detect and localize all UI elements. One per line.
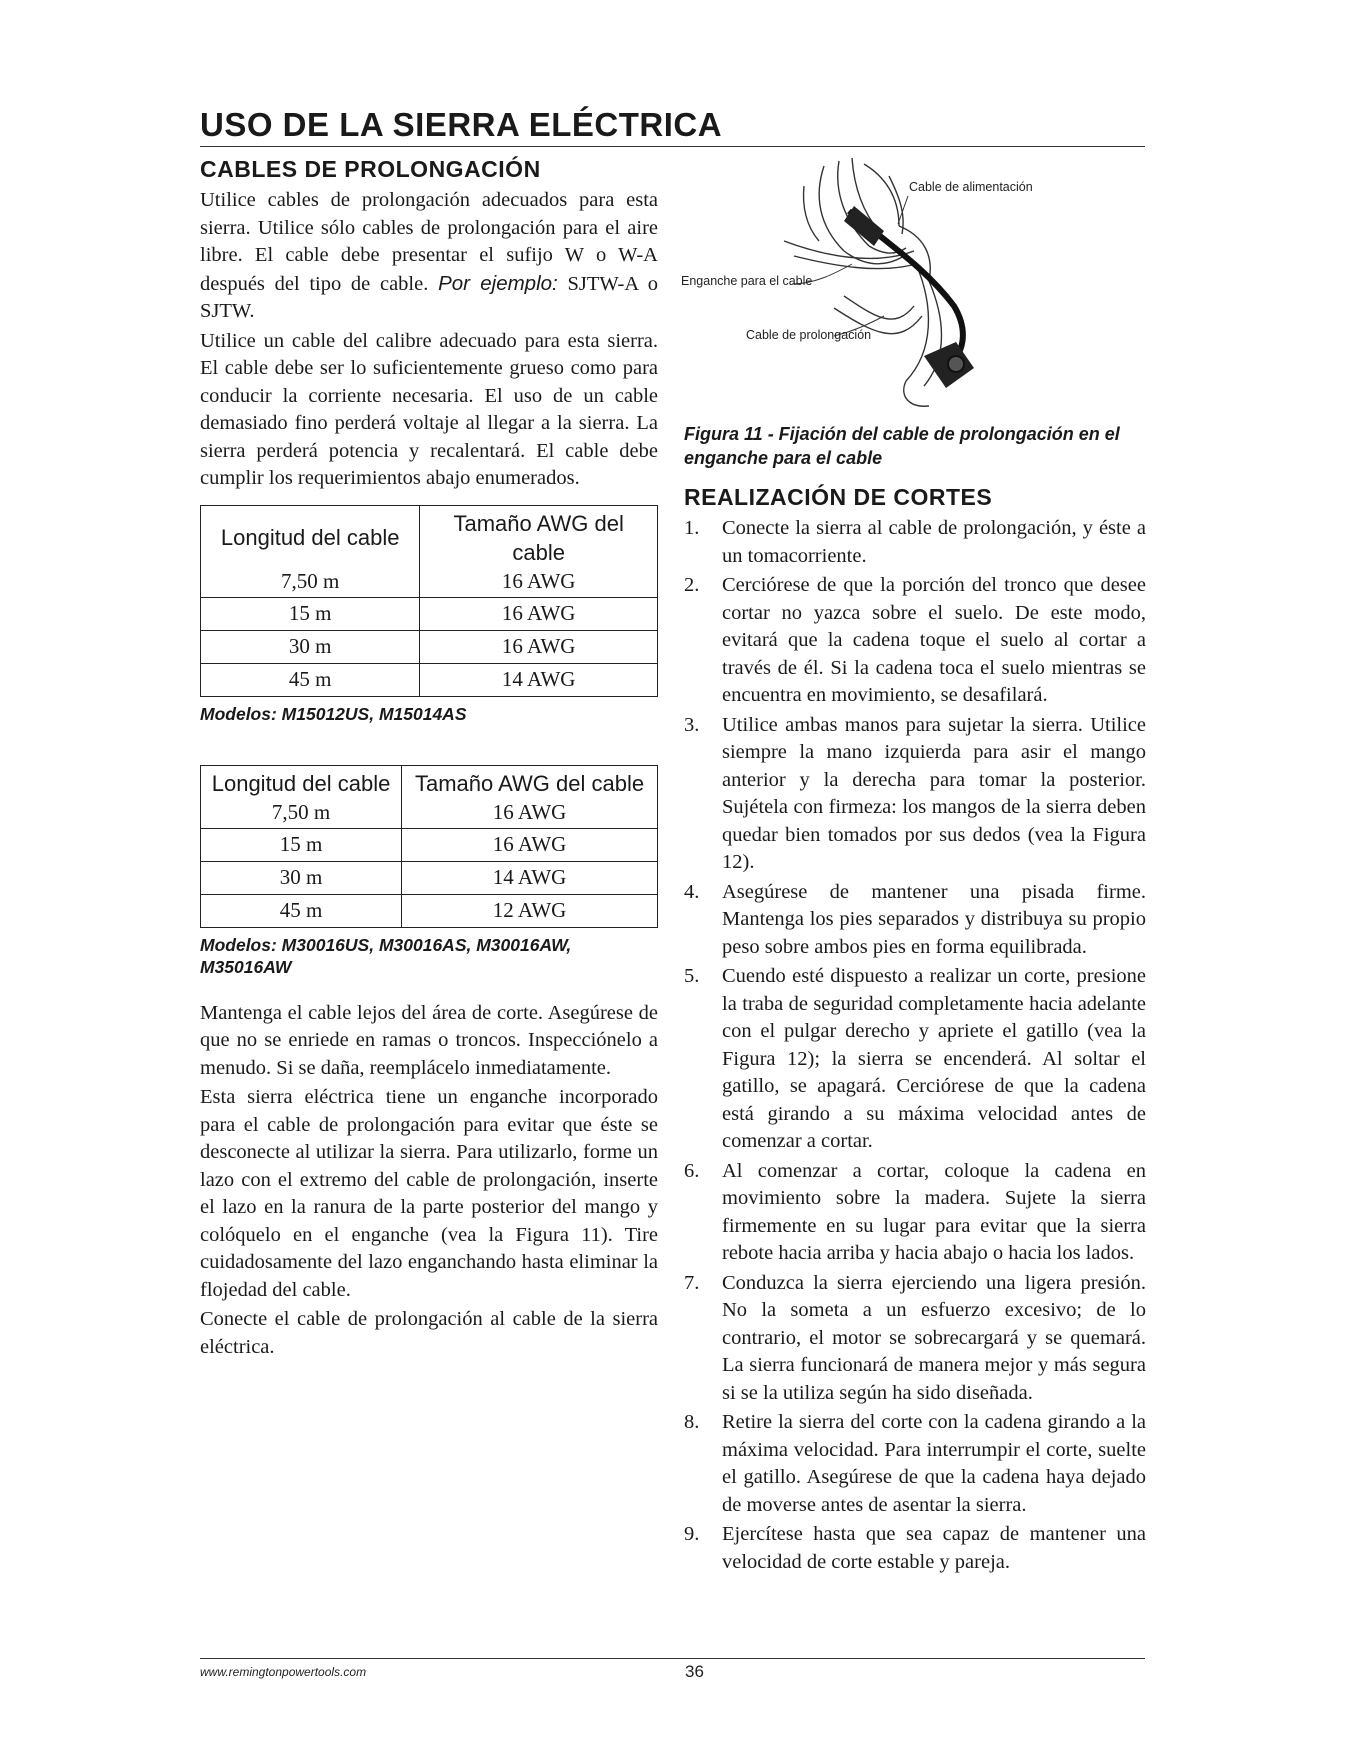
emphasis-example: Por ejemplo: [438,271,558,295]
table-row [201,630,658,663]
paragraph-text: SJTW-A o SJTW. [200,272,659,322]
label-extension-cord: Cable de prolongación [746,328,872,342]
cell-length: 45 m [201,663,420,696]
models-note-1: Modelos: M15012US, M15014AS [200,703,467,724]
cell-length: 15 m [201,828,402,861]
cell-awg: 14 AWG [402,861,658,894]
list-item: 5. Cuendo esté dispuesto a realizar un corte, presione la traba de seguridad completamente hacia adelante con el pulgar derecho y apriete el gatillo (vea la Figura 12); la sierra se encenderá. Al soltar el gatillo, se apagará. Cerciórese de que la cadena está girando a su máxima velocidad antes de comenzar a cortar. [684,965,1146,1152]
list-item: 3. Utilice ambas manos para sujetar la sierra. Utilice siempre la mano izquierda para asir el mango anterior y la derecha para tomar la posterior. Sujétela con firmeza: los mangos de la sierra deben quedar bien tomados por sus dedos (vea la Figura 12). [684,713,1146,873]
table-header-length: Longitud del cable [201,765,402,798]
paragraph-gauge: Utilice un cable del calibre adecuado para esta sierra. El cable debe ser lo suficientemente grueso como para conducir la corriente necesaria. El uso de un cable demasiado fino perderá voltaje al llegar a la sierra. La sierra perderá potencia y recalentará. El cable debe cumplir los requerimientos abajo enumerados. [200,329,658,489]
figure-caption: Figura 11 - Fijación del cable de prolongación en el enganche para el cable [684,424,1120,468]
cell-length: 7,50 m [201,798,402,829]
cell-awg: 16 AWG [402,828,658,861]
page-number: 36 [685,1662,704,1681]
figure-11 [681,156,1146,414]
list-item: 7. Conduzca la sierra ejerciendo una ligera presión. No la someta a un esfuerzo excesivo; de lo contrario, el motor se sobrecargará y se quemará. La sierra funcionará de manera mejor y más segura si se la utiliza según ha sido diseñada. [684,1271,1146,1404]
cell-length: 30 m [201,630,420,663]
section-title-cutting: REALIZACIÓN DE CORTES [684,484,993,510]
table-row [201,894,658,927]
cell-length: 7,50 m [201,567,420,598]
list-item: 8. Retire la sierra del corte con la cadena girando a la máxima velocidad. Para interrumpir el corte, suelte el gatillo. Asegúrese de que la cadena haya dejado de moverse antes de asentar la sierra. [684,1411,1146,1516]
table-header-awg: Tamaño AWG del cable [402,765,658,798]
table-row [201,663,658,696]
awg-table-2 [200,765,658,928]
footer-url: www.remingtonpowertools.com [200,1665,367,1679]
left-column [200,156,658,1363]
table-row [201,597,658,630]
paragraph-connect-cord: Conecte el cable de prolongación al cable de la sierra eléctrica. [200,1308,658,1358]
page-title: USO DE LA SIERRA ELÉCTRICA [200,106,723,143]
paragraph-text: Utilice cables de prolongación adecuados para esta sierra. Utilice sólo cables de prolongación para el aire libre. El cable debe presentar el sufijo W o W-A después del tipo de cable. [200,189,658,295]
cell-length: 45 m [201,894,402,927]
cell-awg: 14 AWG [420,663,658,696]
table-row [201,861,658,894]
models-note-2: Modelos: M30016US, M30016AS, M30016AW, M35016AW [200,934,572,977]
cell-awg: 12 AWG [402,894,658,927]
list-item: 6. Al comenzar a cortar, coloque la cadena en movimiento sobre la madera. Sujete la sierra firmemente en su lugar para evitar que la sierra rebote hacia arriba y hacia abajo o hacia los lados. [684,1159,1146,1264]
awg-table-1 [200,505,658,697]
list-item: 9. Ejercítese hasta que sea capaz de mantener una velocidad de corte estable y pareja. [684,1523,1146,1573]
cell-awg: 16 AWG [420,567,658,598]
list-item: 1. Conecte la sierra al cable de prolongación, y éste a un tomacorriente. [684,517,1146,567]
table-header-awg: Tamaño AWG del cable [420,505,658,567]
cell-length: 15 m [201,597,420,630]
label-power-cord: Cable de alimentación [909,180,1033,194]
table-row [201,798,658,829]
list-item: 4. Asegúrese de mantener una pisada firme. Mantenga los pies separados y distribuya su propio peso sobre ambos pies en forma equilibrada. [684,880,1146,958]
paragraph-keep-cord-away: Mantenga el cable lejos del área de corte. Asegúrese de que no se enriede en ramas o troncos. Inspecciónelo a menudo. Si se daña, reemplácelo inmediatamente. [200,1001,658,1079]
right-column [681,156,1146,1578]
paragraph-cord-hook: Esta sierra eléctrica tiene un enganche incorporado para el cable de prolongación para evitar que éste se desconecte al utilizar la sierra. Para utilizarlo, forme un lazo con el extremo del cable de prolongación, inserte el lazo en la ranura de la parte posterior del mango y colóquelo en el enganche (vea la Figura 11). Tire cuidadosamente del lazo enganchando hasta eliminar la flojedad del cable. [200,1086,658,1301]
label-cord-hook: Enganche para el cable [681,274,813,288]
cell-awg: 16 AWG [402,798,658,829]
paragraph-extension-cord-type [200,187,658,326]
list-item: 2. Cerciórese de que la porción del tronco que desee cortar no yazca sobre el suelo. De este modo, evitará que la cadena toque el suelo al cortar a través de él. Si la cadena toca el suelo mientras se encuentra en movimiento, se desafilará. [684,574,1146,706]
title-rule [200,146,1145,147]
cell-awg: 16 AWG [420,597,658,630]
table-header-length: Longitud del cable [201,505,420,567]
cell-length: 30 m [201,861,402,894]
table-row [201,567,658,598]
footer-rule [200,1658,1145,1659]
cutting-steps-list [684,515,1146,1576]
cell-awg: 16 AWG [420,630,658,663]
table-row [201,828,658,861]
section-title-extension-cords: CABLES DE PROLONGACIÓN [200,156,541,182]
